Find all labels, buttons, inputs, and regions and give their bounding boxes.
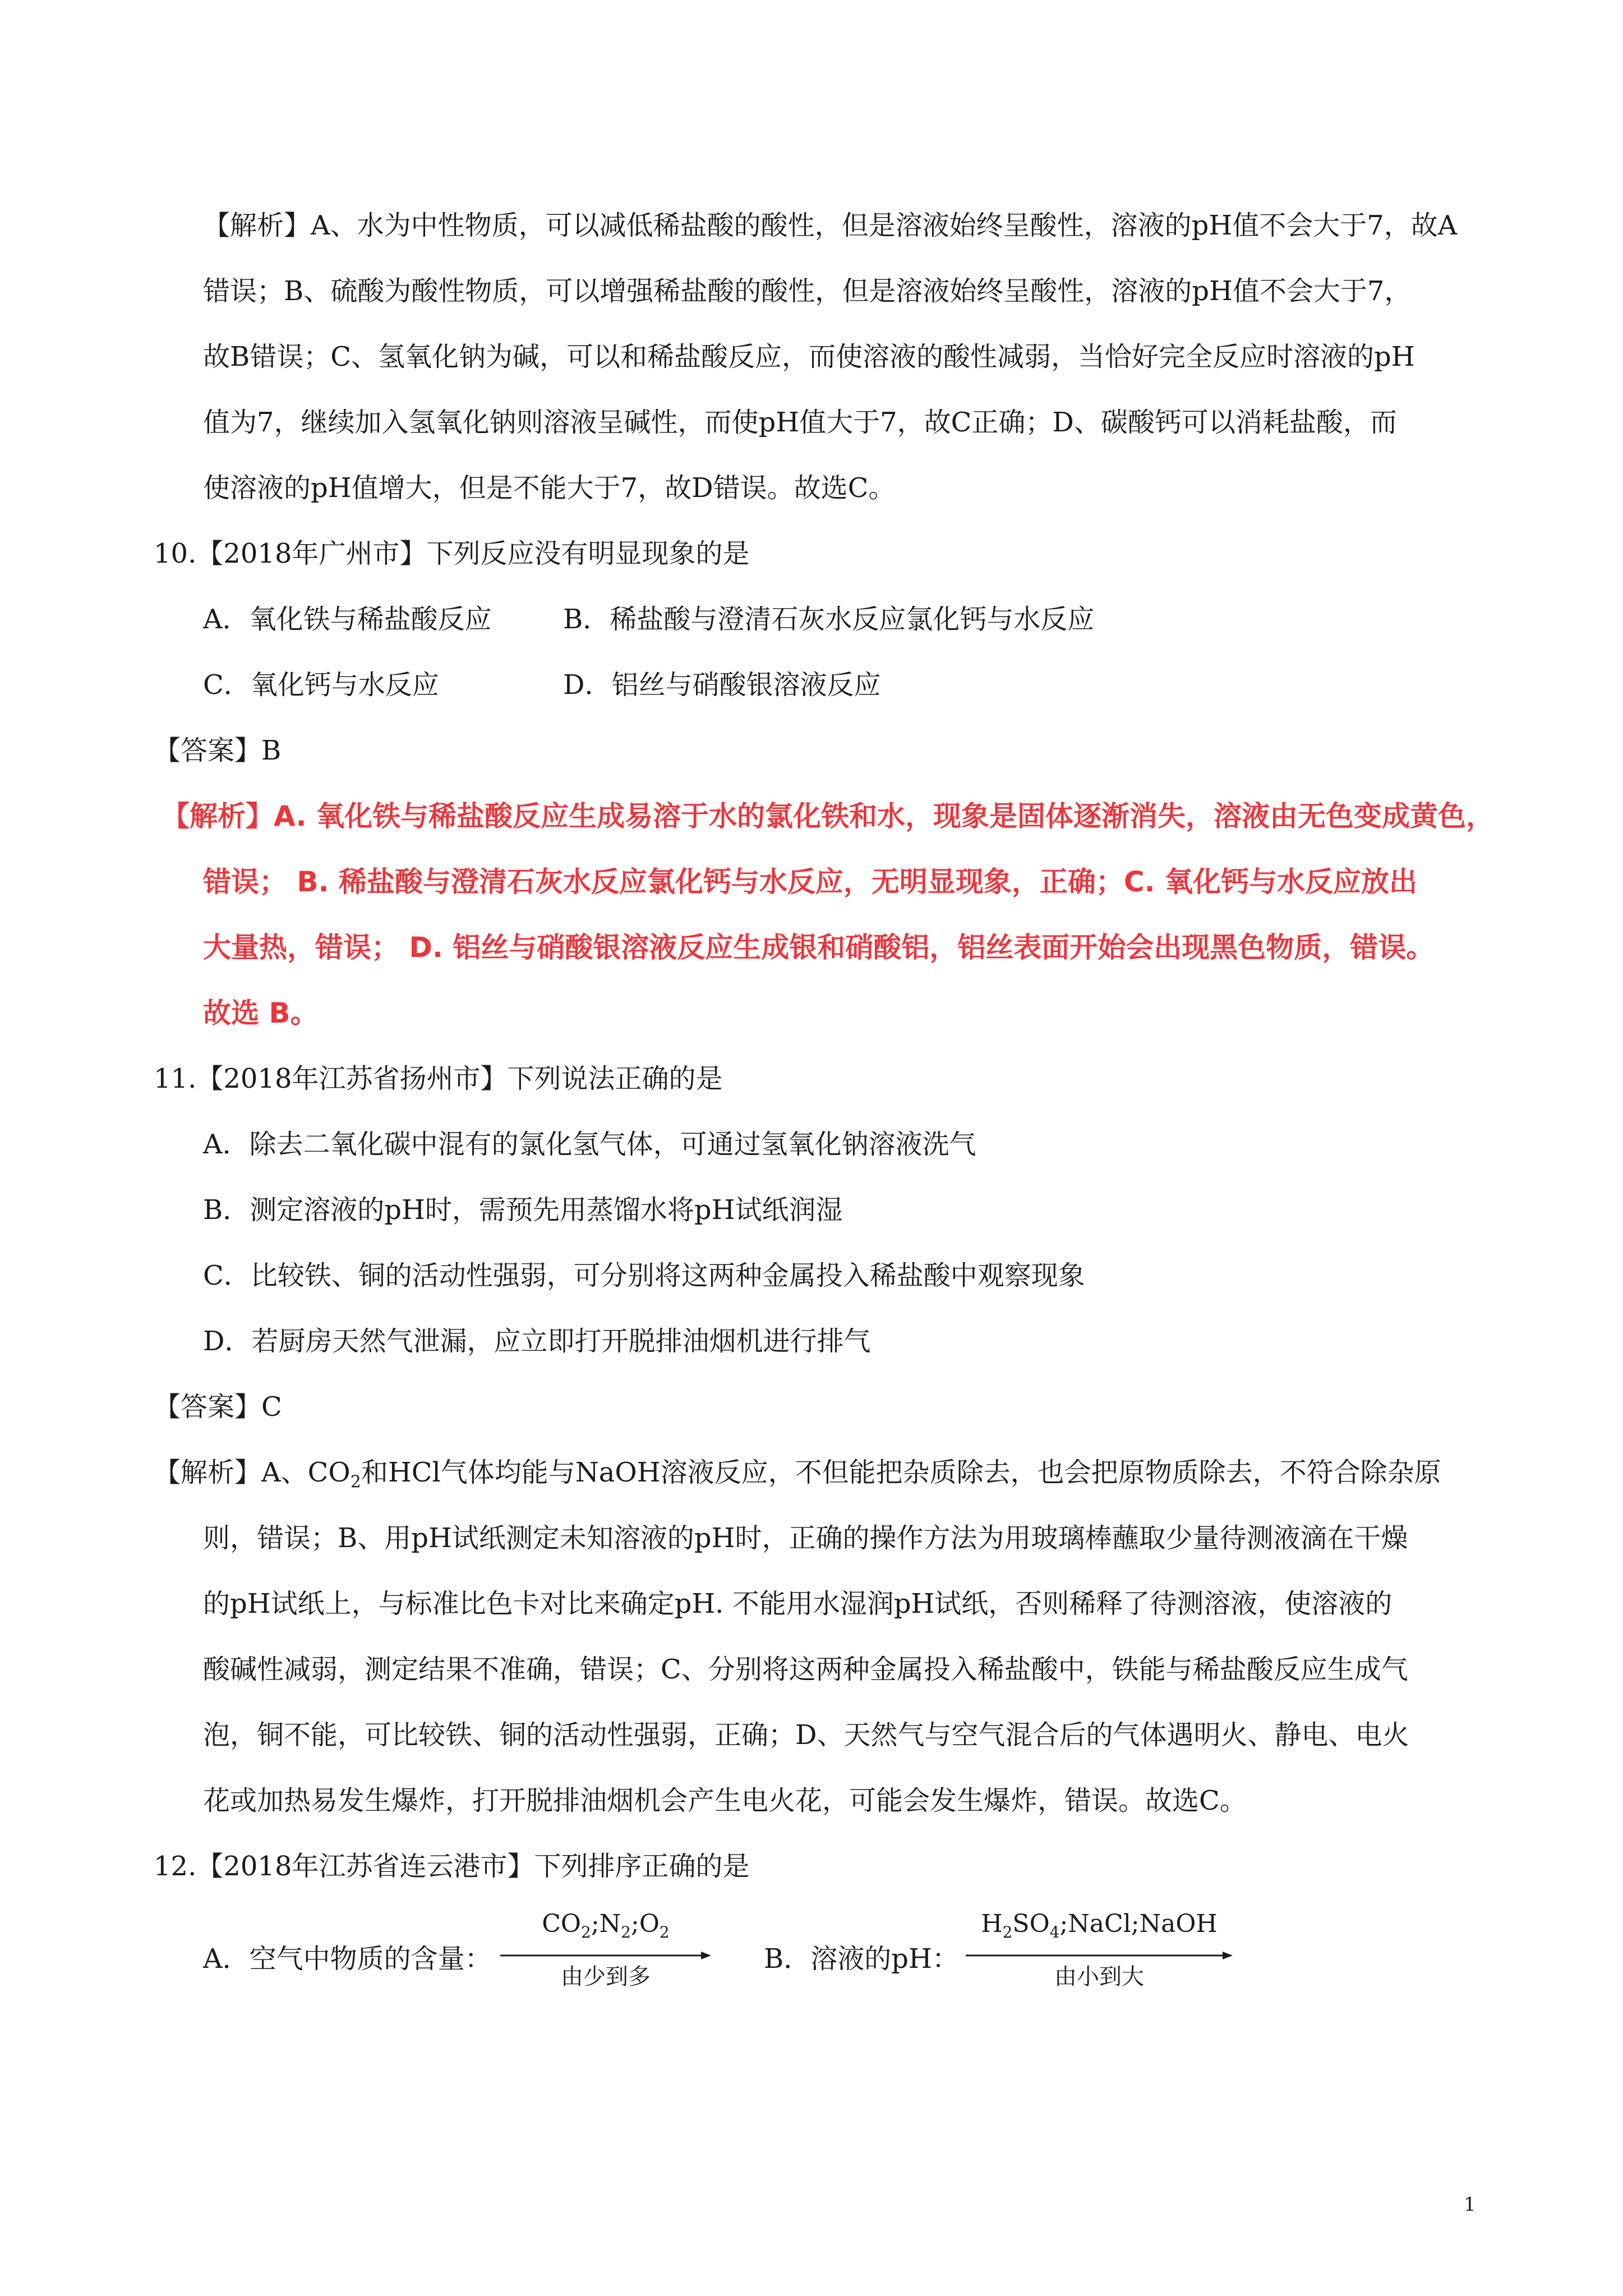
q10-analysis-line-1: 【解析】A. 氧化铁与稀盐酸反应生成易溶于水的氯化铁和水，现象是固体逐渐消失，溶液由无色变成黄色， (162, 800, 1495, 832)
arrow-right-icon (499, 1950, 712, 1961)
q12-option-b-direction: 由小到大 (1054, 1964, 1144, 1990)
q10-analysis-line-2: 错误； B. 稀盐酸与澄清石灰水反应氯化钙与水反应，无明显现象，正确；C. 氧化钙与水反应放出 (203, 866, 1418, 898)
q11-analysis-line-3: 的pH试纸上，与标准比色卡对比来确定pH. 不能用水湿润pH试纸，否则稀释了待测溶液，使溶液的 (203, 1588, 1393, 1619)
q11-option-d: D．若厨房天然气泄漏，应立即打开脱排油烟机进行排气 (203, 1326, 871, 1357)
q10-option-b: B．稀盐酸与澄清石灰水反应氯化钙与水反应 (563, 604, 1095, 635)
q9-analysis-line-1: 【解析】A、水为中性物质，可以减低稀盐酸的酸性，但是溶液始终呈酸性，溶液的pH值不会大于7，故A (203, 210, 1458, 241)
q11-analysis-line-6: 花或加热易发生爆炸，打开脱排油烟机会产生电火花，可能会发生爆炸，错误。故选C。 (203, 1785, 1247, 1816)
arrow-right-icon (965, 1950, 1234, 1961)
q9-analysis-line-3: 故B错误；C、氢氧化钠为碱，可以和稀盐酸反应，而使溶液的酸性减弱，当恰好完全反应时溶液的pH (203, 341, 1415, 372)
q9-analysis-line-5: 使溶液的pH值增大，但是不能大于7，故D错误。故选C。 (203, 472, 896, 504)
q12-option-a-label: A．空气中物质的含量： (203, 1943, 492, 1975)
q11-analysis-prefix: 【解析】A、CO (154, 1457, 351, 1488)
q12-option-b-formula: $H_2SO_4;NaCl;NaOH$ (981, 1910, 1218, 1941)
q12-option-b-label: B．溶液的pH： (764, 1943, 959, 1975)
q11-stem: 11.【2018年江苏省扬州市】下列说法正确的是 (154, 1063, 723, 1094)
q11-option-a: A．除去二氧化碳中混有的氯化氢气体，可通过氢氧化钠溶液洗气 (203, 1129, 976, 1160)
page-number: 1 (1464, 2193, 1476, 2216)
q9-analysis-line-4: 值为7，继续加入氢氧化钠则溶液呈碱性，而使pH值大于7，故C正确；D、碳酸钙可以消耗盐酸，而 (203, 407, 1397, 438)
q11-option-c: C．比较铁、铜的活动性强弱，可分别将这两种金属投入稀盐酸中观察现象 (203, 1260, 1085, 1291)
q11-analysis-suffix: 和HCl气体均能与NaOH溶液反应，不但能把杂质除去，也会把原物质除去，不符合除杂原 (361, 1457, 1441, 1488)
q11-analysis-line-5: 泡，铜不能，可比较铁、铜的活动性强弱，正确；D、天然气与空气混合后的气体遇明火、静电、电火 (203, 1719, 1409, 1751)
q10-option-d: D．铝丝与硝酸银溶液反应 (563, 669, 881, 701)
q10-analysis-line-3: 大量热，错误； D. 铝丝与硝酸银溶液反应生成银和硝酸铝，铝丝表面开始会出现黑色物质，错误。 (203, 931, 1435, 964)
q10-option-c: C．氧化钙与水反应 (203, 669, 439, 701)
q11-option-b: B．测定溶液的pH时，需预先用蒸馏水将pH试纸润湿 (203, 1194, 843, 1226)
q11-analysis-line-2: 则，错误；B、用pH试纸测定未知溶液的pH时，正确的操作方法为用玻璃棒蘸取少量待测液滴在干燥 (203, 1522, 1408, 1554)
q10-stem: 10.【2018年广州市】下列反应没有明显现象的是 (154, 538, 750, 569)
q10-analysis-line-4: 故选 B。 (203, 997, 319, 1029)
q12-option-a-direction: 由少到多 (561, 1964, 651, 1990)
q11-analysis-subscript: 2 (350, 1472, 361, 1492)
q11-analysis-line-1 (154, 1455, 1441, 1501)
q11-answer: 【答案】C (154, 1391, 282, 1423)
q11-analysis-line-4: 酸碱性减弱，测定结果不准确，错误；C、分别将这两种金属投入稀盐酸中，铁能与稀盐酸反应生成气 (203, 1654, 1408, 1685)
q10-answer: 【答案】B (154, 735, 282, 766)
q12-stem: 12.【2018年江苏省连云港市】下列排序正确的是 (154, 1851, 750, 1882)
q10-option-a: A．氧化铁与稀盐酸反应 (203, 604, 492, 635)
q9-analysis-line-2: 错误；B、硫酸为酸性物质，可以增强稀盐酸的酸性，但是溶液始终呈酸性，溶液的pH值不会大于7， (203, 275, 1412, 307)
q12-option-a-formula: $CO_2;N_2;O_2$ (542, 1910, 670, 1941)
q12-option-a-arrow (499, 1907, 712, 2003)
q12-option-b-arrow (965, 1907, 1234, 2003)
